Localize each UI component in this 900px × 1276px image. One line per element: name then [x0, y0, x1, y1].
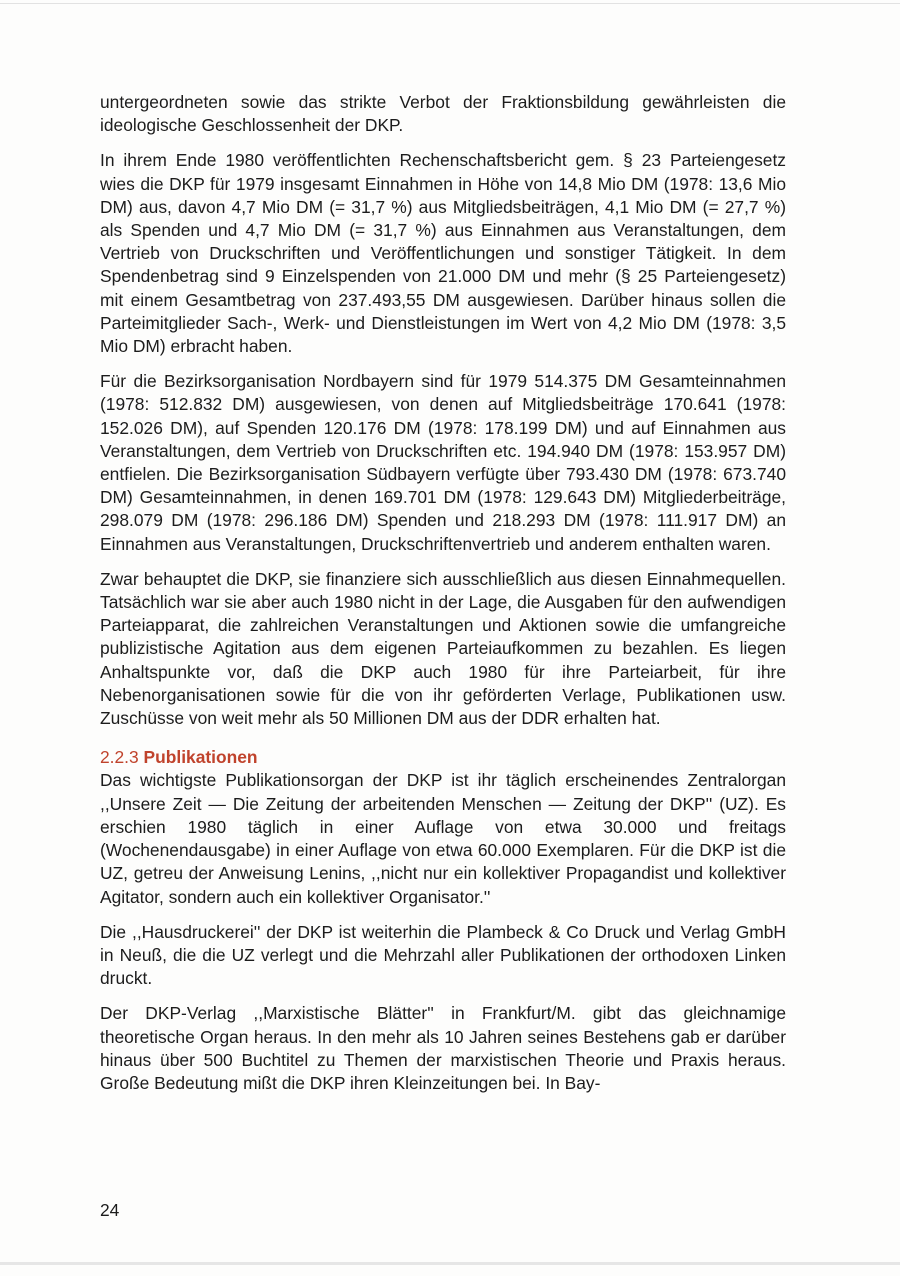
paragraph-publisher: Der DKP-Verlag ,,Marxistische Blätter'' in Frankfurt/M. gibt das gleichnamige theoretische Organ heraus. In den mehr als 10 Jahren seines Bestehens gab er darüber hinaus über 500 Buchtitel zu Themen der marxistischen Theorie und Praxis heraus. Große Bedeutung mißt die DKP ihren Kleinzeitungen bei. In Bay-	[100, 1003, 786, 1093]
page-body	[100, 91, 786, 1095]
page-top-edge	[0, 3, 900, 4]
section-title: Publikationen	[143, 747, 258, 768]
paragraph-gdr-funding: Zwar behauptet die DKP, sie finanziere sich ausschließlich aus diesen Einnahmequellen. Tatsächlich war sie aber auch 1980 nicht in der Lage, die Ausgaben für den aufwendigen Parteiapparat, die zahlreichen Veranstaltungen und Aktionen sowie die umfangreiche publizistische Agitation aus dem eigenen Parteiaufkommen zu bezahlen. Es liegen Anhaltspunkte vor, daß die DKP auch 1980 für ihre Parteiarbeit, für ihre Nebenorganisationen sowie für die von ihr geförderten Verlage, Publikationen usw. Zuschüsse von weit mehr als 50 Millionen DM aus der DDR erhalten hat.	[100, 568, 786, 729]
paragraph-district-organisations: Für die Bezirksorganisation Nordbayern sind für 1979 514.375 DM Gesamteinnahmen (1978: 512.832 DM) ausgewiesen, von denen auf Mitgliedsbeiträge 170.641 (1978: 152.026 DM), auf Spenden 120.176 DM (1978: 178.199 DM) und auf Einnahmen aus Veranstaltungen, dem Vertrieb von Druckschriften etc. 194.940 DM (1978: 153.957 DM) entfielen. Die Bezirksorganisation Südbayern verfügte über 793.430 DM (1978: 673.740 DM) Gesamteinnahmen, in denen 169.701 DM (1978: 129.643 DM) Mitgliederbeiträge, 298.079 DM (1978: 296.186 DM) Spenden und 218.293 DM (1978: 111.917 DM) an Einnahmen aus Veranstaltungen, Druckschriftenvertrieb und anderem enthalten waren.	[100, 371, 786, 554]
page-bottom-edge	[0, 1262, 900, 1265]
paragraph-financial-report: In ihrem Ende 1980 veröffentlichten Rechenschaftsbericht gem. § 23 Parteiengesetz wies die DKP für 1979 insgesamt Einnahmen in Höhe von 14,8 Mio DM (1978: 13,6 Mio DM) aus, davon 4,7 Mio DM (= 31,7 %) aus Mitgliedsbeiträgen, 4,1 Mio DM (= 27,7 %) als Spenden und 4,7 Mio DM (= 31,7 %) aus Einnahmen aus Veranstaltungen, dem Vertrieb von Druckschriften und Veröffentlichungen und sonstiger Tätigkeit. In dem Spendenbetrag sind 9 Einzelspenden von 21.000 DM und mehr (§ 25 Parteiengesetz) mit einem Gesamtbetrag von 237.493,55 DM ausgewiesen. Darüber hinaus sollen die Parteimitglieder Sach-, Werk- und Dienstleistungen im Wert von 4,2 Mio DM (1978: 3,5 Mio DM) erbracht haben.	[100, 150, 786, 357]
page-number: 24	[100, 1200, 120, 1220]
paragraph-ideological-unity: untergeordneten sowie das strikte Verbot der Fraktionsbildung gewährleisten die ideologische Geschlossenheit der DKP.	[100, 92, 786, 136]
section-number: 2.2.3	[100, 747, 139, 768]
paragraph-central-organ: Das wichtigste Publikationsorgan der DKP ist ihr täglich erscheinendes Zentralorgan ,,Unsere Zeit — Die Zeitung der arbeitenden Menschen — Zeitung der DKP'' (UZ). Es erschien 1980 täglich in einer Auflage von etwa 30.000 und freitags (Wochenendausgabe) in einer Auflage von etwa 60.000 Exemplaren. Für die DKP ist die UZ, getreu der Anweisung Lenins, ,,nicht nur ein kollektiver Propagandist und kollektiver Agitator, sondern auch ein kollektiver Organisator.''	[100, 770, 786, 907]
paragraph-house-printer: Die ,,Hausdruckerei'' der DKP ist weiterhin die Plambeck & Co Druck und Verlag GmbH in Neuß, die die UZ verlegt und die Mehrzahl aller Publikationen der orthodoxen Linken druckt.	[100, 921, 786, 989]
section-heading	[100, 746, 786, 769]
